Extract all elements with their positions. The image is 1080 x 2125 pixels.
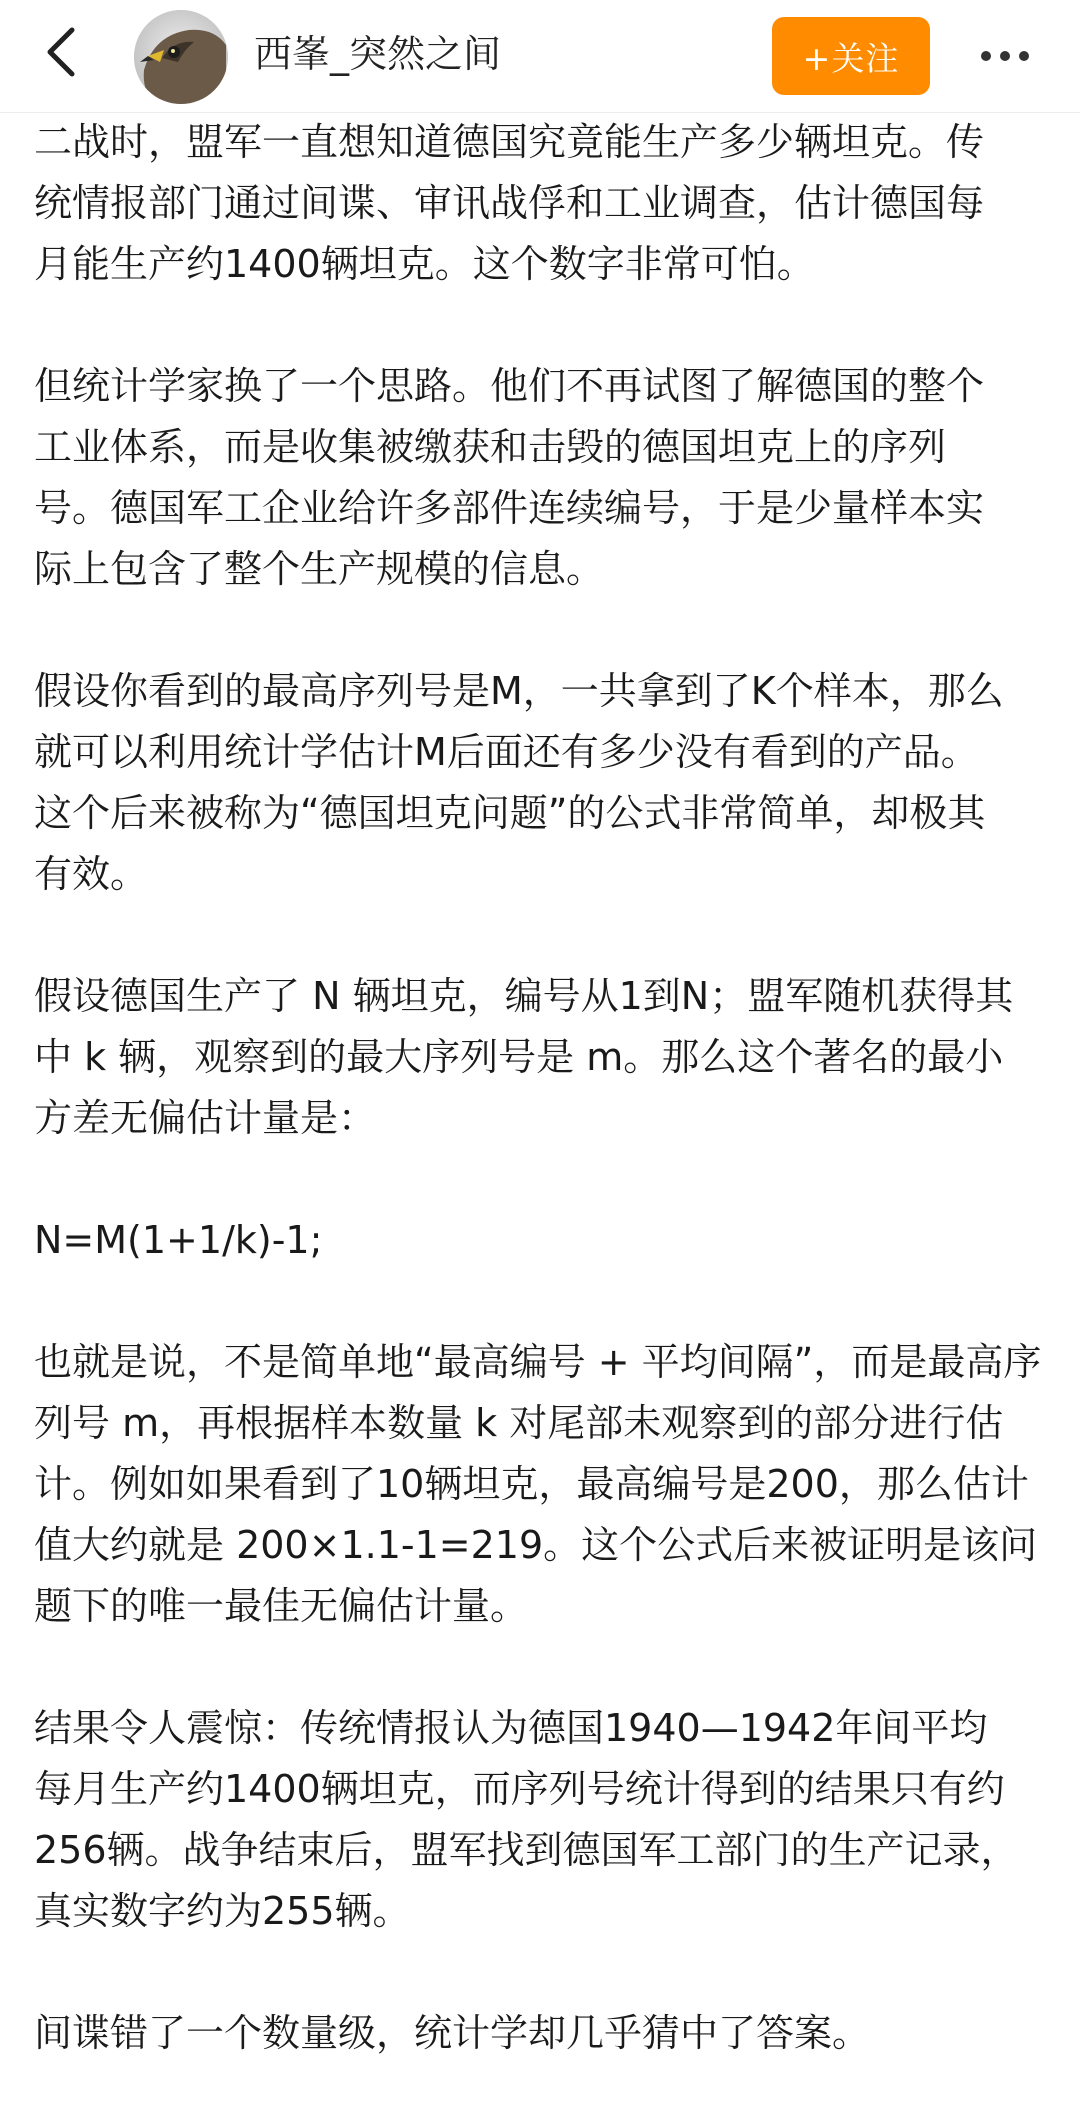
more-horizontal-icon-dot [1000, 51, 1010, 61]
username[interactable]: 西峯_突然之间 [254, 32, 502, 76]
formula: N=M(1+1/k)-1; [34, 1218, 323, 1262]
post-paragraph: 也就是说，不是简单地“最高编号 + 平均间隔”，而是最高序 列号 m，再根据样本数量 k 对尾部未观察到的部分进行估 计。例如如果看到了10辆坦克，最高编号是200，那么估计 值大约就是 200×1.1-1=219。这个公式后来被证明是该问 题下的唯一最佳无偏估计量。 [34, 1340, 1042, 1628]
post-body [34, 112, 1054, 2125]
top-bar [0, 0, 1080, 113]
post-paragraph: 间谍错了一个数量级，统计学却几乎猜中了答案。 [34, 2011, 871, 2055]
chevron-left-icon [42, 26, 78, 82]
back-button[interactable] [28, 22, 92, 86]
post-paragraph: 假设德国生产了 N 辆坦克，编号从1到N；盟军随机获得其 中 k 辆，观察到的最大序列号是 m。那么这个著名的最小 方差无偏估计量是： [34, 974, 1014, 1140]
more-button[interactable] [970, 26, 1040, 86]
avatar[interactable] [134, 10, 228, 104]
avatar-image [134, 10, 228, 104]
follow-button[interactable]: +关注 [772, 17, 930, 95]
more-horizontal-icon-dot [1019, 51, 1029, 61]
post-paragraph: 但统计学家换了一个思路。他们不再试图了解德国的整个 工业体系，而是收集被缴获和击毁的德国坦克上的序列 号。德国军工企业给许多部件连续编号，于是少量样本实 际上包含了整个生产规模的信息。 [34, 364, 985, 591]
post-paragraph: 二战时，盟军一直想知道德国究竟能生产多少辆坦克。传 统情报部门通过间谍、审讯战俘和工业调查，估计德国每 月能生产约1400辆坦克。这个数字非常可怕。 [34, 120, 985, 286]
post-paragraph: 结果令人震惊：传统情报认为德国1940—1942年间平均 每月生产约1400辆坦克，而序列号统计得到的结果只有约 256辆。战争结束后，盟军找到德国军工部门的生产记录， 真实数字约为255辆。 [34, 1706, 1019, 1933]
more-horizontal-icon-dot [981, 51, 991, 61]
post-paragraph: 假设你看到的最高序列号是M，一共拿到了K个样本，那么 就可以利用统计学估计M后面还有多少没有看到的产品。 这个后来被称为“德国坦克问题”的公式非常简单，却极其 有效。 [34, 669, 1004, 896]
